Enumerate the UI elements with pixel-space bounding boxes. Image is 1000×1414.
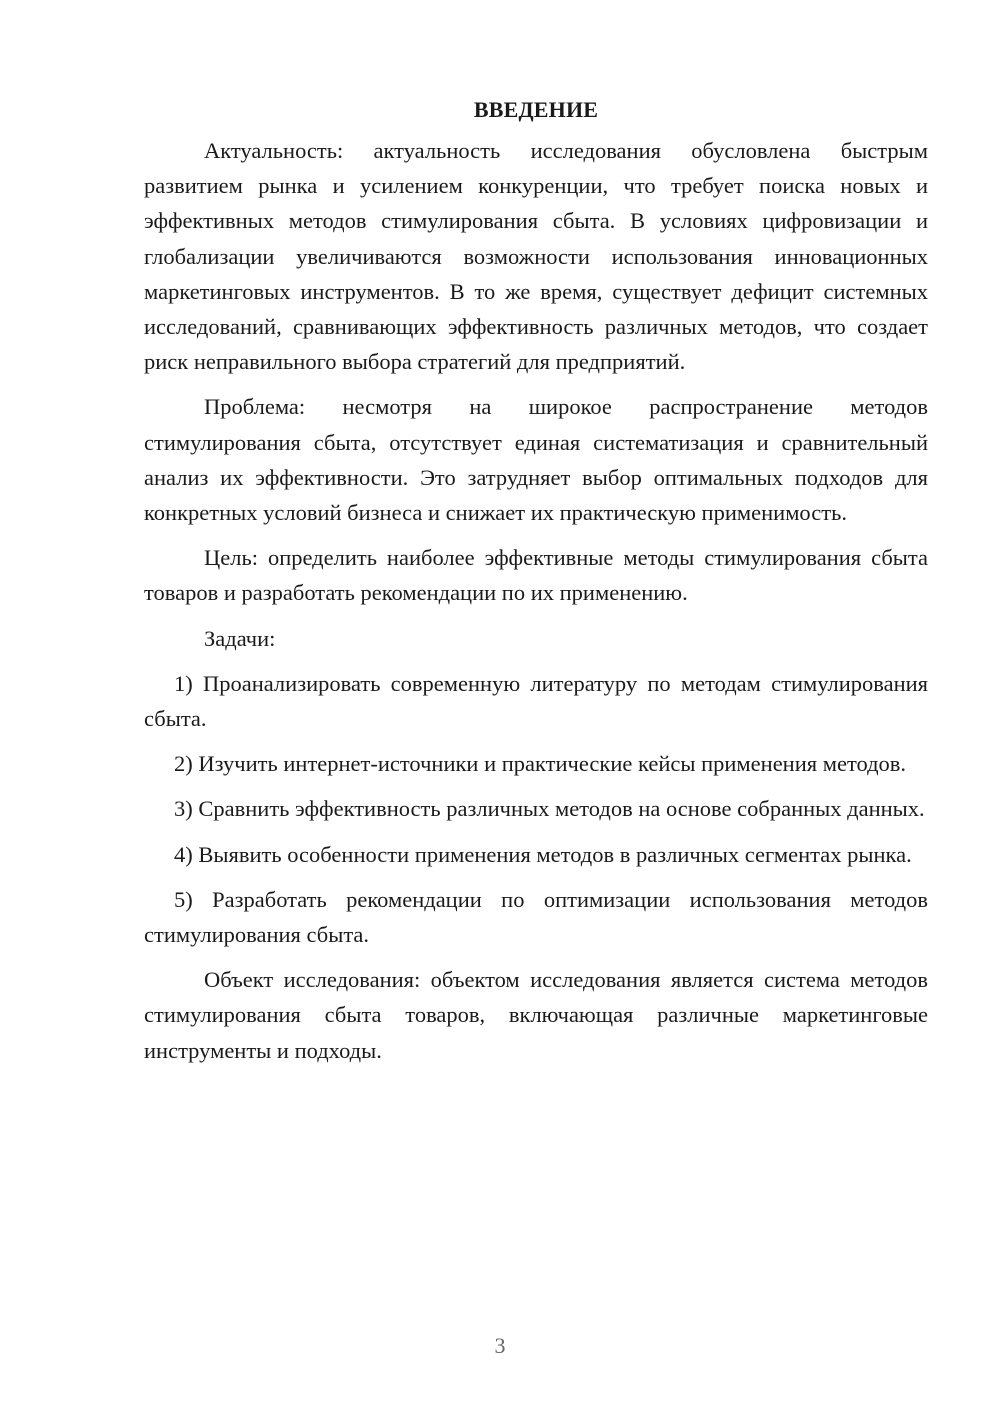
tasks-list [144, 666, 928, 952]
document-page [144, 92, 928, 1078]
page-number: 3 [494, 1333, 506, 1358]
problem-paragraph: Проблема: несмотря на широкое распространение методов стимулирования сбыта, отсутствует единая систематизация и сравнительный анализ их эффективности. Это затрудняет выбор оптимальных подходов для конкретных условий бизнеса и снижает их практическую применимость. [144, 394, 928, 526]
tasks-heading: Задачи: [204, 625, 276, 651]
goal-paragraph: Цель: определить наиболее эффективные методы стимулирования сбыта товаров и разработать рекомендации по их применению. [144, 545, 928, 606]
relevance-paragraph: Актуальность: актуальность исследования обусловлена быстрым развитием рынка и усилением конкуренции, что требует поиска новых и эффективных методов стимулирования сбыта. В условиях цифровизации и глобализации увеличиваются возможности использования инновационных маркетинговых инструментов. В то же время, существует дефицит системных исследований, сравнивающих эффективность различных методов, что создает риск неправильного выбора стратегий для предприятий. [144, 138, 928, 375]
object-paragraph: Объект исследования: объектом исследования является система методов стимулирования сбыта товаров, включающая различные маркетинговые инструменты и подходы. [144, 967, 928, 1063]
section-title: ВВЕДЕНИЕ [473, 97, 599, 122]
task-item-2: 2) Изучить интернет-источники и практические кейсы применения методов. [174, 751, 907, 777]
task-item-3: 3) Сравнить эффективность различных методов на основе собранных данных. [174, 796, 925, 822]
task-item-4: 4) Выявить особенности применения методов в различных сегментах рынка. [174, 841, 912, 867]
task-item-5: 5) Разработать рекомендации по оптимизации использования методов стимулирования сбыта. [144, 886, 928, 948]
task-item-1: 1) Проанализировать современную литературу по методам стимулирования сбыта. [144, 670, 928, 732]
